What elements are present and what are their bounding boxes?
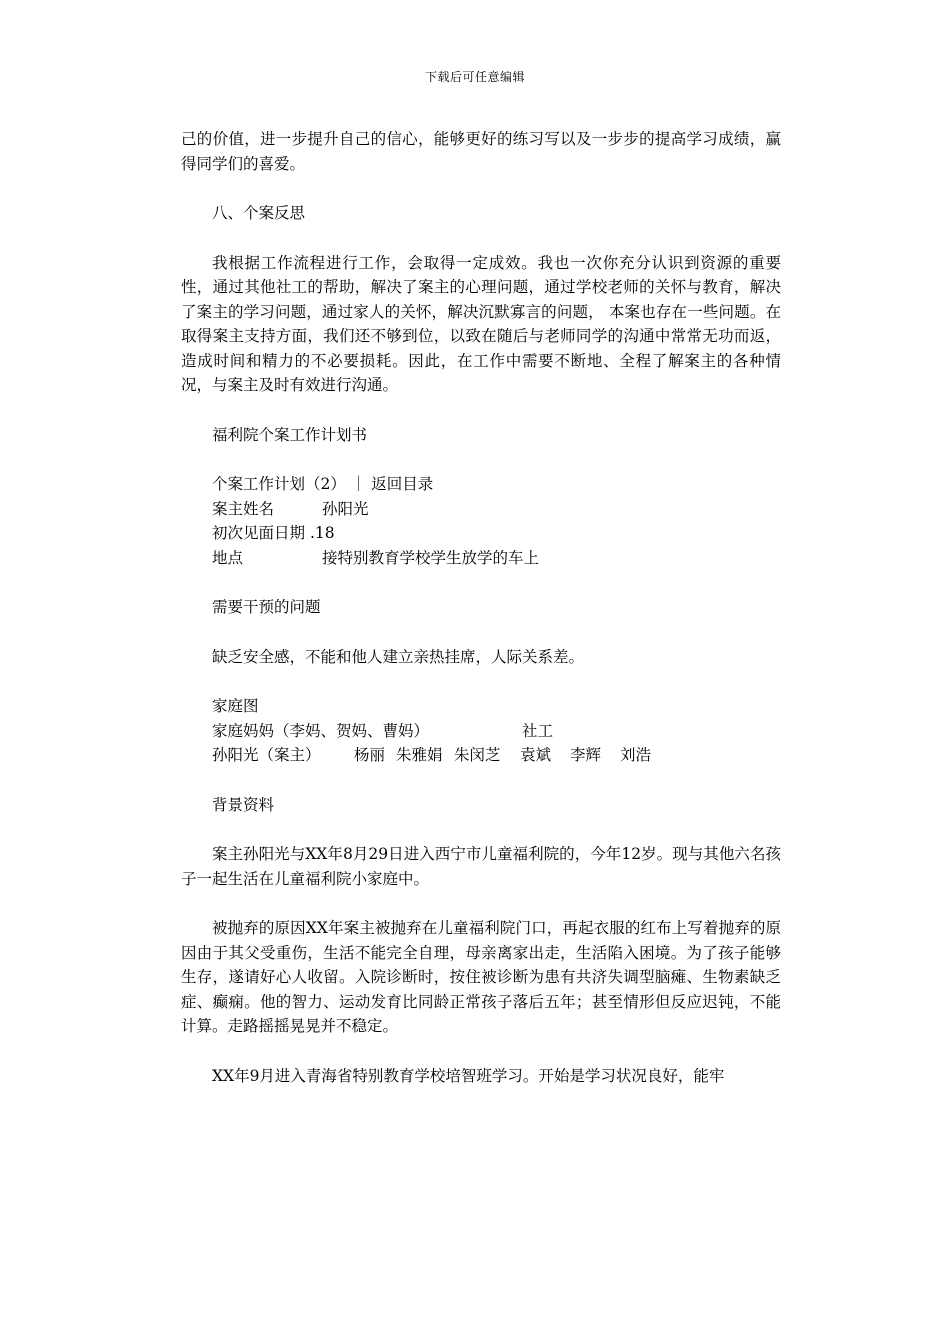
family-member: 袁斌 (520, 746, 552, 764)
family-member: 朱闵芝 (454, 746, 501, 764)
client-name-label: 案主姓名 (212, 499, 275, 518)
family-mothers: 家庭妈妈（李妈、贺妈、曹妈） (212, 721, 430, 740)
document-title: 福利院个案工作计划书 (212, 425, 368, 444)
family-row-1 (181, 719, 781, 744)
issue-label: 需要干预的问题 (212, 598, 321, 616)
family-diagram-label: 家庭图 (212, 697, 259, 715)
first-meeting-label: 初次见面日期 (212, 524, 306, 542)
client-name-row (181, 497, 781, 522)
family-member: 杨丽 (354, 746, 386, 764)
page-header: 下载后可任意编辑 (424, 70, 525, 84)
plan-nav-line: 个案工作计划（2） ｜ 返回目录 (212, 475, 434, 493)
background-label: 背景资料 (212, 795, 275, 814)
document-body (181, 127, 781, 1088)
first-meeting-row (181, 521, 781, 546)
place-value: 接特别教育学校学生放学的车上 (322, 548, 540, 567)
paragraph-background: 案主孙阳光与XX年8月29日进入西宁市儿童福利院的，今年12岁。现与其他六名孩子一起生活在儿童福利院小家庭中。 (181, 845, 781, 888)
client-name-value: 孙阳光 (322, 499, 369, 518)
first-meeting-value: .18 (309, 524, 335, 542)
paragraph-continuation: 己的价值，进一步提升自己的信心，能够更好的练习写以及一步步的提高学习成绩，赢得同学们的喜爱。 (181, 130, 781, 173)
family-member: 李辉 (570, 746, 602, 764)
place-label: 地点 (212, 548, 244, 567)
section-heading-reflection: 八、个案反思 (212, 204, 306, 222)
place-row (181, 546, 781, 571)
paragraph-reflection: 我根据工作流程进行工作，会取得一定成效。我也一次你充分认识到资源的重要性，通过其他社工的帮助，解决了案主的心理问题，通过学校老师的关怀与教育，解决了案主的学习问题，通过家人的关怀，解决沉默寡言的问题， 本案也存在一些问题。在取得案主支持方面，我们还不够到位，以致在随后与老师同学的沟通中常常无功而返，造成时间和精力的不必要损耗。因此，在工作中需要不断地、全程了解案主的各种情况，与案主及时有效进行沟通。 (181, 253, 781, 394)
family-client: 孙阳光（案主） (212, 746, 321, 764)
family-social-worker: 社工 (522, 721, 554, 740)
family-member: 刘浩 (620, 746, 652, 764)
paragraph-school: XX年9月进入青海省特别教育学校培智班学习。开始是学习状况良好，能牢 (212, 1066, 725, 1085)
paragraph-abandonment: 被抛弃的原因XX年案主被抛弃在儿童福利院门口，再起衣服的红布上写着抛弃的原因由于其父受重伤，生活不能完全自理，母亲离家出走，生活陷入困境。为了孩子能够生存，遂请好心人收留。入院诊断时，按住被诊断为患有共济失调型脑瘫、生物素缺乏症、癫痫。他的智力、运动发育比同龄正常孩子落后五年；甚至情形但反应迟钝，不能计算。走路摇摇晃晃并不稳定。 (181, 919, 781, 1035)
issue-value: 缺乏安全感，不能和他人建立亲热挂席，人际关系差。 (212, 647, 585, 666)
family-row-2 (181, 743, 781, 768)
family-member: 朱雅娟 (396, 746, 443, 764)
